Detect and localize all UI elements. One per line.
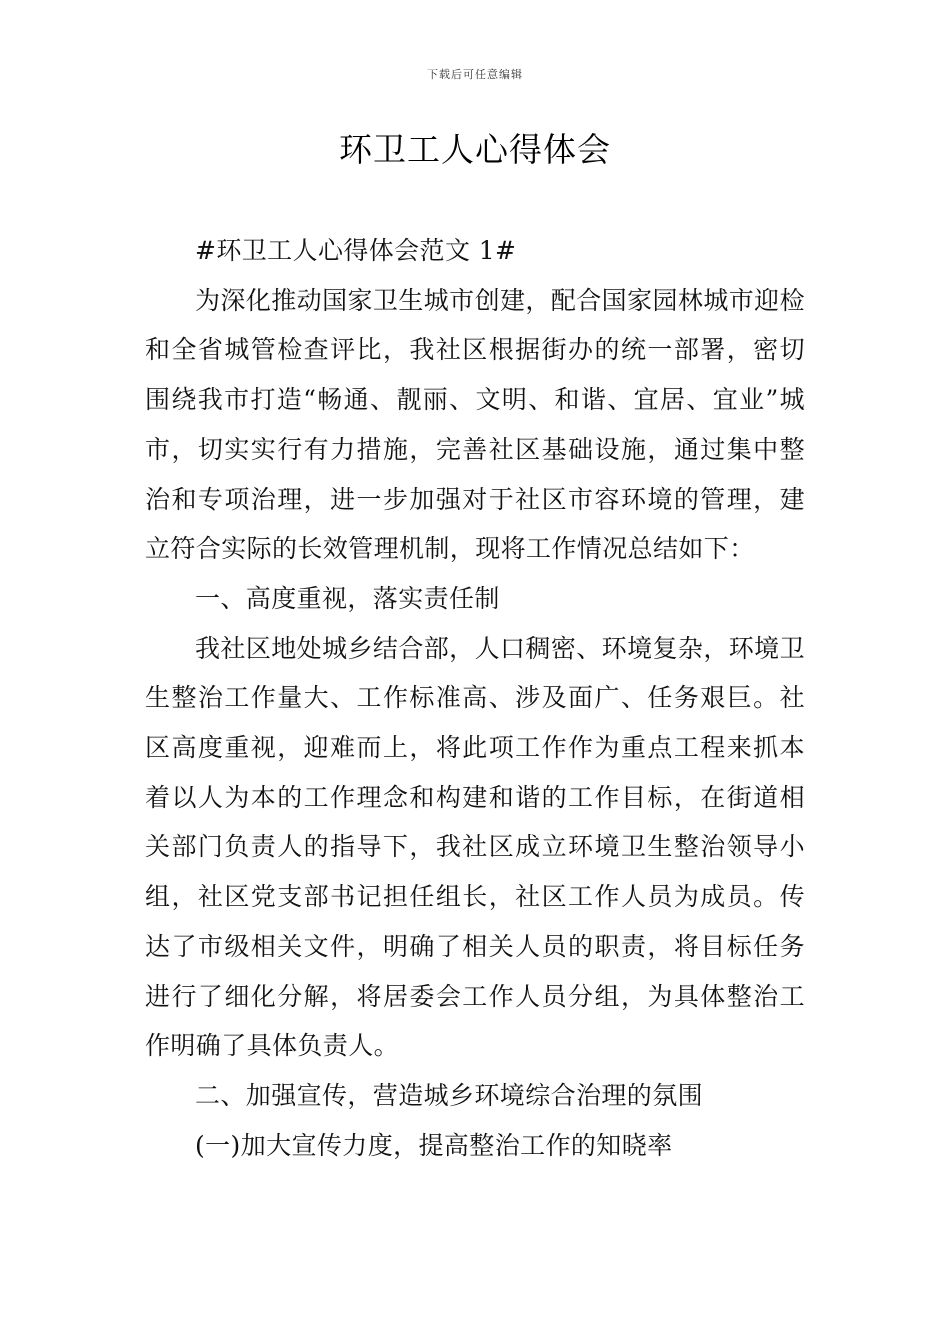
section-heading: 一、高度重视，落实责任制 <box>195 583 500 613</box>
section-subtitle: #环卫工人心得体会范文 1# <box>195 236 517 265</box>
page-title: 环卫工人心得体会 <box>339 130 611 169</box>
header-note: 下载后可任意编辑 <box>427 68 523 81</box>
subsection-heading: (一)加大宣传力度，提高整治工作的知晓率 <box>195 1130 673 1160</box>
document-body <box>145 226 805 1170</box>
body-paragraph: 我社区地处城乡结合部，人口稠密、环境复杂，环境卫生整治工作量大、工作标准高、涉及面广、任务艰巨。社区高度重视，迎难而上，将此项工作作为重点工程来抓本着以人为本的工作理念和构建和谐的工作目标，在街道相关部门负责人的指导下，我社区成立环境卫生整治领导小组，社区党支部书记担任组长，社区工作人员为成员。传达了市级相关文件，明确了相关人员的职责，将目标任务进行了细化分解，将居委会工作人员分组，为具体整治工作明确了具体负责人。 <box>145 633 805 1061</box>
section-heading: 二、加强宣传，营造城乡环境综合治理的氛围 <box>195 1080 704 1110</box>
body-paragraph: 为深化推动国家卫生城市创建，配合国家园林城市迎检和全省城管检查评比，我社区根据街办的统一部署，密切围绕我市打造“畅通、靓丽、文明、和谐、宜居、宜业”城市，切实实行有力措施，完善社区基础设施，通过集中整治和专项治理，进一步加强对于社区市容环境的管理，建立符合实际的长效管理机制，现将工作情况总结如下： <box>145 285 805 564</box>
